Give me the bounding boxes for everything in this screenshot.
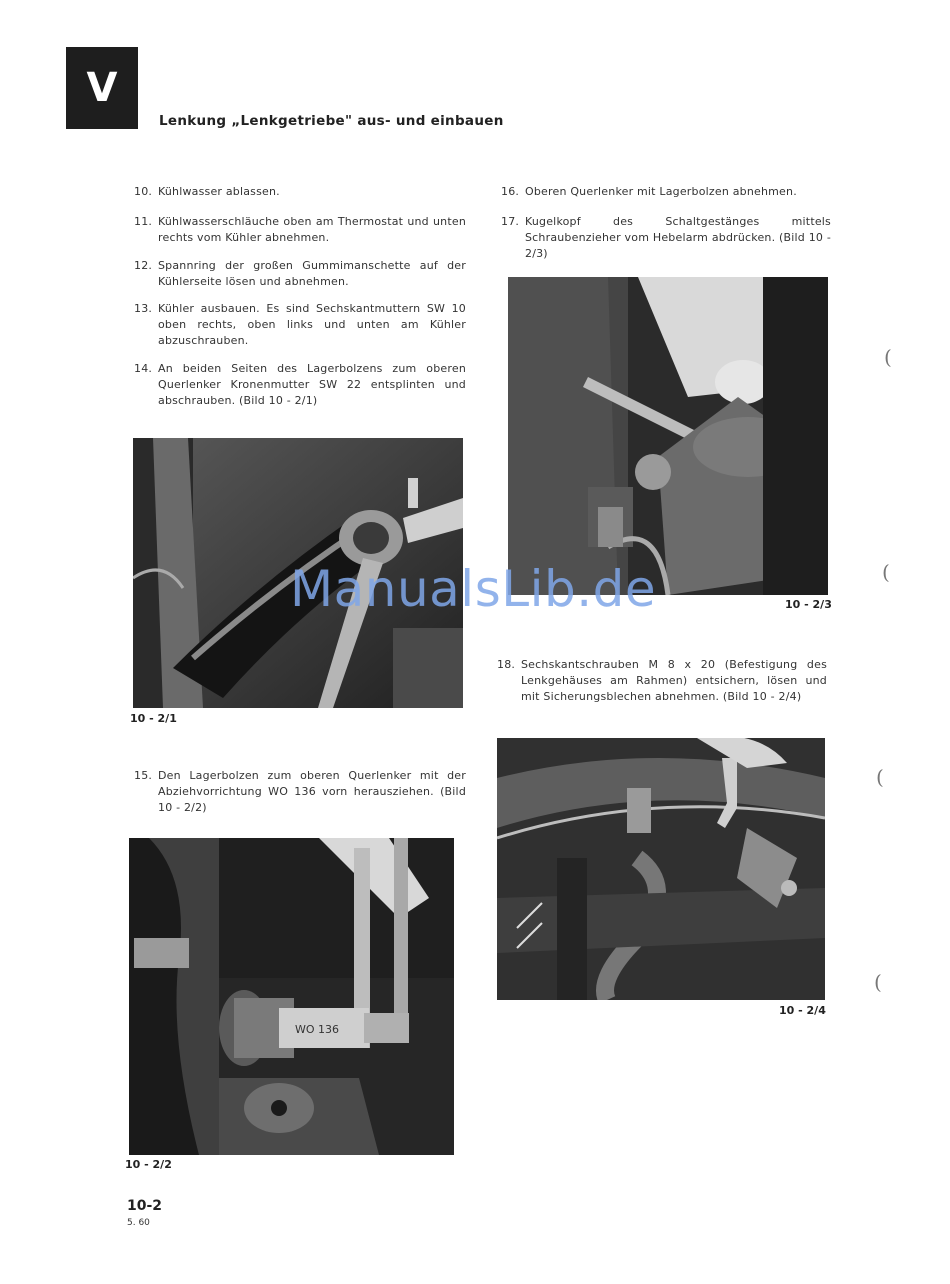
step-text: Kugelkopf des Schaltgestänges mittels Schraubenzieher vom Hebelarm abdrücken. (Bild 10 - 2/3) xyxy=(525,215,831,260)
section-letter: V xyxy=(86,65,118,111)
step-text: Kühlwasserschläuche oben am Thermostat und unten rechts vom Kühler abnehmen. xyxy=(158,215,466,244)
step-text: An beiden Seiten des Lagerbolzens zum oberen Querlenker Kronenmutter SW 22 entsplinten und abschrauben. (Bild 10 - 2/1) xyxy=(158,362,466,407)
step-13 xyxy=(134,301,466,349)
figure-10-2-4-photo xyxy=(497,738,825,1000)
step-number: 13. xyxy=(134,302,153,315)
step-text: Spannring der großen Gummimanschette auf der Kühlerseite lösen und abnehmen. xyxy=(158,259,466,288)
page-number: 10-2 xyxy=(127,1198,163,1214)
figure-10-2-2-photo xyxy=(129,838,454,1155)
margin-bracket-mark: ( xyxy=(876,765,884,789)
tool-label: WO 136 xyxy=(295,1023,340,1036)
step-text: Oberen Querlenker mit Lagerbolzen abnehmen. xyxy=(525,185,797,198)
step-10 xyxy=(134,184,466,200)
step-text: Sechskantschrauben M 8 x 20 (Befestigung des Lenkgehäuses am Rahmen) entsichern, lösen und mit Sicherungsblechen abnehmen. (Bild 10 - 2/4) xyxy=(521,658,827,703)
figure-10-2-2-caption: 10 - 2/2 xyxy=(125,1158,172,1171)
margin-bracket-mark: ( xyxy=(882,560,890,584)
step-number: 16. xyxy=(501,185,520,198)
step-number: 11. xyxy=(134,215,153,228)
margin-bracket-mark: ( xyxy=(874,970,882,994)
figure-10-2-3-caption: 10 - 2/3 xyxy=(785,598,832,611)
page-title: Lenkung „Lenkgetriebe" aus- und einbauen xyxy=(159,113,504,129)
step-18 xyxy=(497,657,827,705)
figure-10-2-4-caption: 10 - 2/4 xyxy=(779,1004,826,1017)
step-17 xyxy=(501,214,831,262)
step-11 xyxy=(134,214,466,246)
page-date: 5. 60 xyxy=(127,1218,150,1228)
figure-10-2-1-caption: 10 - 2/1 xyxy=(130,712,177,725)
step-number: 12. xyxy=(134,259,153,272)
step-16 xyxy=(501,184,831,200)
step-12 xyxy=(134,258,466,290)
step-number: 18. xyxy=(497,658,516,671)
watermark: ManualsLib.de xyxy=(290,560,657,618)
step-15 xyxy=(134,768,466,816)
step-text: Kühler ausbauen. Es sind Sechskantmuttern SW 10 oben rechts, oben links und unten am Kühler abzuschrauben. xyxy=(158,302,466,347)
figure-10-2-3-photo xyxy=(508,277,828,595)
step-text: Den Lagerbolzen zum oberen Querlenker mit der Abziehvorrichtung WO 136 vorn herausziehen. (Bild 10 - 2/2) xyxy=(158,769,466,814)
step-number: 15. xyxy=(134,769,153,782)
margin-bracket-mark: ( xyxy=(884,345,892,369)
step-14 xyxy=(134,361,466,409)
step-number: 10. xyxy=(134,185,153,198)
section-letter-block xyxy=(66,47,138,129)
step-number: 17. xyxy=(501,215,520,228)
step-number: 14. xyxy=(134,362,153,375)
step-text: Kühlwasser ablassen. xyxy=(158,185,280,198)
